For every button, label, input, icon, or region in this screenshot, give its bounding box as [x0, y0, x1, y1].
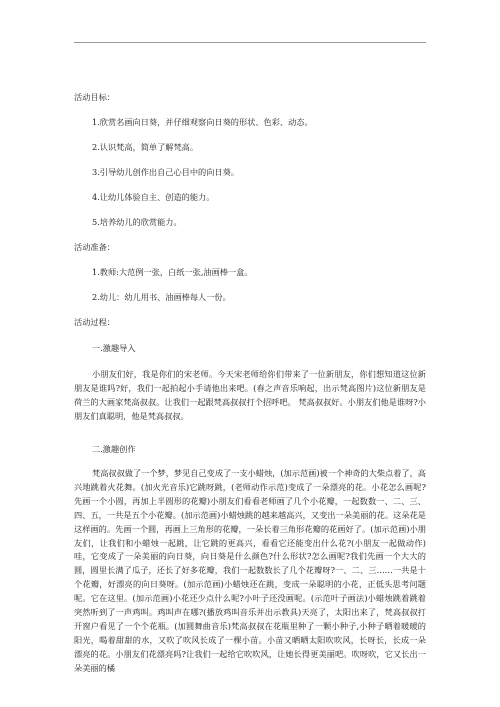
section-title-intro: 一.激趣导入 [92, 343, 136, 353]
heading-goals: 活动目标： [74, 92, 115, 102]
header-rule [74, 42, 426, 43]
prep-item-1: 1.教师:大范例一张，白纸一张,油画棒一盒。 [92, 267, 253, 277]
goal-item-3: 3.引导幼儿创作出自己心目中的向日葵。 [92, 167, 239, 177]
section-create-paragraph: 梵高叔叔做了一个梦，梦见自己变成了一支小蜡烛，(加示范画)被一个神奇的大柴点着了，高兴地跳着火花舞。(加火光音乐)它跳呀跳，(老师动作示范)变成了一朵漂亮的花。小花怎么画呢?先画一个小圆，再加上半圆形的花瓣)小朋友们看看老师画了几个小花瓣，一起数数一、二、三、四、五，一共是五个小花瓣。(加示范画)小蜡烛跳的越来越高兴，又变出一朵美丽的花。这朵花是这样画的。先画一个圆，再画上三角形的花瓣，一朵长着三角形花瓣的花画好了。(加示范画)小朋友们，让我们和小蜡烛一起跳，让它跳的更高兴，看看它还能变出什么花?(小朋友一起做动作)哇，它变成了一朵美丽的向日葵，向日葵是什么颜色?什么形状?怎么画呢?我们先画一个大大的圆，圆里长满了瓜子，还长了好多花瓣，我们一起数数长了几个花瓣呀?一、二、三……一共是十个花瓣，好漂亮的向日葵呀。(加示范画)小蜡烛还在跳，变成一朵聪明的小花，正低头思考问题呢。它在这里。(加示范画)小花还少点什么呢?小叶子还没画呢。(示范叶子画法)小蜡烛跳着跳着突然听到了一声鸡叫。鸡叫声在哪?(播放鸡叫音乐并出示教具)天亮了，太阳出来了，梵高叔叔打开窗户看见了一个个花瓶。(加圆舞曲音乐)梵高叔叔在花瓶里种了一颗小种子,小种子晒着暖暖的阳光，喝着甜甜的水，又吹了吹风长成了一棵小苗。小苗又晒晒太阳吹吹风，长呀长，长成一朵漂亮的花。小朋友们花漂亮吗?让我们一起给它吹吹风，让她长得更美丽吧。吹呀吹，它又长出一朵美丽的橘 [74, 468, 426, 673]
section-intro-paragraph: 小朋友们好，我是你们的宋老师。今天宋老师给你们带来了一位新朋友，你们想知道这位新朋友是谁吗?好，我们一起拍起小手请他出来吧。(春之声音乐响起，出示梵高图片)这位新朋友是荷兰的大画家梵高叔叔。让我们一起跟梵高叔叔打个招呼吧。 梵高叔叔好。小朋友们他是谁呀?小朋友们真聪明，他是梵高叔叔。 [74, 369, 426, 421]
goal-item-4: 4.让幼儿体验自主、创造的能力。 [92, 192, 215, 202]
prep-item-2: 2.幼儿：幼儿用书、油画棒每人一份。 [92, 292, 231, 302]
section-title-create: 二.激趣创作 [92, 444, 136, 454]
heading-process: 活动过程： [74, 317, 115, 327]
goal-item-5: 5.培养幼儿的欣赏能力。 [92, 217, 182, 227]
goal-item-2: 2.认识梵高，简单了解梵高。 [92, 142, 199, 152]
heading-prep: 活动准备： [74, 242, 115, 252]
goal-item-1: 1.欣赏名画向日葵，并仔细观察向日葵的形状、色彩、动态。 [92, 117, 313, 127]
